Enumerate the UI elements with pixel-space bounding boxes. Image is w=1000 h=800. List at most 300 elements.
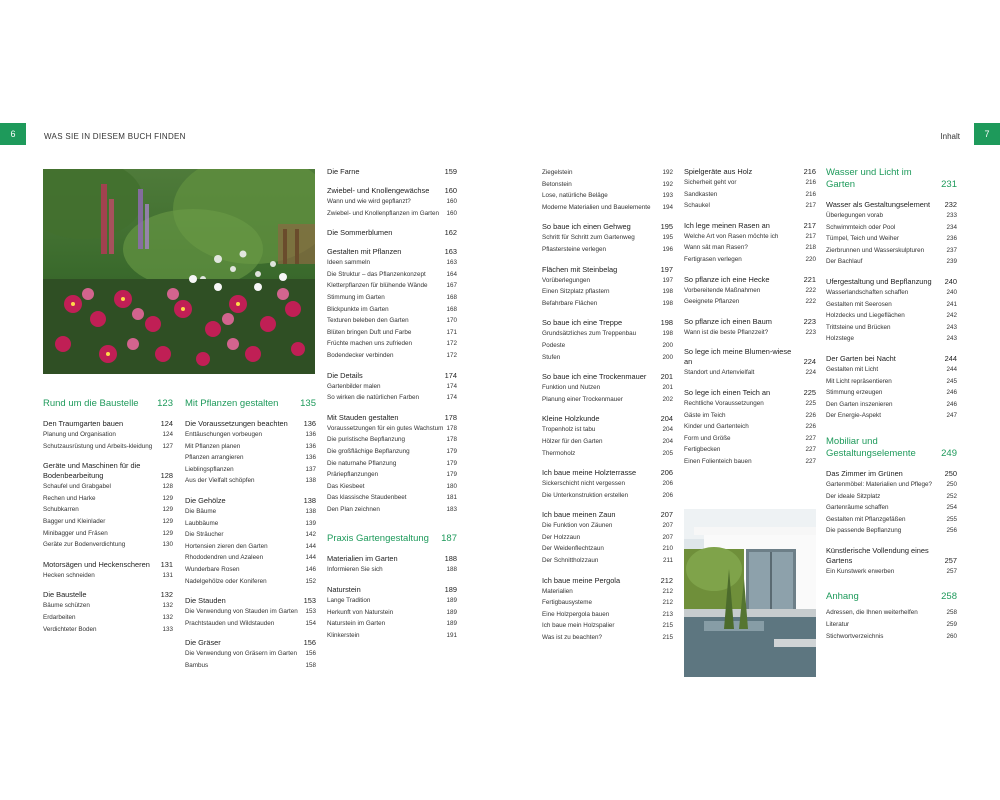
- toc-entry-title: Gestalten mit Pflanzgefäßen: [826, 515, 906, 523]
- toc-page-number: 132: [162, 602, 173, 610]
- toc-page-number: 189: [444, 585, 457, 595]
- toc-entry-title: So lege ich meine Blumen-wiese an: [684, 347, 792, 367]
- toc-page-number: 133: [162, 625, 173, 633]
- toc-entry-title: So baue ich eine Trockenmauer: [542, 372, 647, 382]
- toc-page-number: 198: [660, 318, 673, 328]
- toc-page-number: 131: [162, 571, 173, 579]
- toc-page-number: 206: [660, 468, 673, 478]
- toc-item: [43, 441, 173, 453]
- toc-page-number: 180: [446, 482, 457, 490]
- toc-entry-title: Bäume schützen: [43, 602, 90, 610]
- toc-entry-title: Fertigbausysteme: [542, 599, 593, 607]
- toc-item: [826, 631, 957, 643]
- toc-page-number: 172: [446, 351, 457, 359]
- toc-page-number: 160: [444, 186, 457, 195]
- toc-section-heading: [826, 167, 957, 191]
- toc-page-number: 181: [446, 494, 457, 502]
- toc-page-number: 256: [946, 527, 957, 535]
- toc-entry-title: Laubbäume: [185, 519, 219, 527]
- toc-page-number: 188: [444, 554, 457, 564]
- toc-chapter-entry: [542, 576, 673, 586]
- toc-page-number: 249: [941, 447, 957, 459]
- toc-chapter-entry: [684, 275, 816, 285]
- toc-page-number: 207: [660, 510, 673, 520]
- toc-item: [684, 200, 816, 212]
- toc-entry-title: Kleine Holzkunde: [542, 414, 600, 424]
- toc-entry-title: Die großflächige Bepflanzung: [327, 447, 410, 455]
- toc-item: [826, 310, 957, 322]
- toc-chapter-entry: [327, 371, 457, 381]
- toc-entry-title: Früchte machen uns zufrieden: [327, 340, 413, 348]
- toc-page-number: 153: [303, 596, 316, 606]
- toc-item: [542, 382, 673, 394]
- toc-page-number: 196: [662, 245, 673, 253]
- toc-item: [185, 441, 316, 453]
- toc-page-number: 206: [662, 480, 673, 488]
- toc-entry-title: Mit Licht repräsentieren: [826, 377, 892, 385]
- toc-entry-title: Zierbrunnen und Wasserskulpturen: [826, 246, 925, 254]
- toc-item: [826, 619, 957, 631]
- toc-page-number: 138: [305, 507, 316, 515]
- toc-item: [43, 493, 173, 505]
- toc-column-2: [185, 398, 316, 672]
- toc-page-number: 257: [946, 567, 957, 575]
- toc-entry-title: Befahrbare Flächen: [542, 299, 598, 307]
- toc-entry-title: Hölzer für den Garten: [542, 437, 603, 445]
- toc-item: [542, 352, 673, 364]
- toc-item: [684, 456, 816, 468]
- toc-entry-title: Wasserlandschaften schaffen: [826, 288, 909, 296]
- toc-page-number: 239: [946, 258, 957, 266]
- toc-entry-title: Fertigbecken: [684, 446, 721, 454]
- toc-page-number: 171: [446, 328, 457, 336]
- toc-page-number: 250: [944, 468, 957, 478]
- toc-page-number: 226: [805, 411, 816, 419]
- toc-entry-title: Literatur: [826, 621, 850, 629]
- toc-item: [327, 630, 457, 642]
- toc-page-number: 168: [446, 293, 457, 301]
- toc-page-number: 252: [946, 492, 957, 500]
- toc-item: [185, 576, 316, 588]
- toc-chapter-entry: [684, 388, 816, 398]
- toc-chapter-entry: [185, 496, 316, 506]
- toc-chapter-entry: [684, 167, 816, 177]
- toc-item: [43, 504, 173, 516]
- toc-page-number: 124: [162, 431, 173, 438]
- toc-entry-title: Mit Stauden gestalten: [327, 412, 399, 422]
- toc-item: [542, 532, 673, 544]
- toc-chapter-entry: [43, 461, 173, 481]
- toc-page-number: 223: [805, 328, 816, 336]
- toc-page-number: 223: [803, 316, 816, 326]
- toc-chapter-entry: [327, 554, 457, 564]
- toc-item: [327, 458, 457, 470]
- toc-entry-title: Mit Pflanzen gestalten: [185, 398, 279, 409]
- toc-page-number: 212: [662, 587, 673, 595]
- toc-entry-title: Motorsägen und Heckenscheren: [43, 559, 150, 569]
- toc-item: [327, 327, 457, 339]
- toc-page-number: 250: [946, 480, 957, 488]
- toc-page-number: 170: [446, 317, 457, 325]
- toc-chapter-entry: [327, 228, 457, 238]
- toc-chapter-entry: [542, 265, 673, 275]
- toc-entry-title: Informieren Sie sich: [327, 566, 383, 574]
- toc-page-number: 222: [805, 286, 816, 294]
- toc-page-number: 178: [446, 436, 457, 444]
- toc-page-number: 164: [446, 270, 457, 278]
- toc-item: [542, 448, 673, 460]
- toc-item: [826, 491, 957, 503]
- toc-item: [542, 597, 673, 609]
- toc-entry-title: Die Gräser: [185, 638, 221, 648]
- toc-item: [684, 285, 816, 297]
- toc-page-number: 159: [444, 167, 457, 176]
- toc-page-number: 207: [662, 533, 673, 541]
- toc-chapter-entry: [684, 347, 816, 367]
- toc-section-heading: [43, 398, 173, 410]
- toc-chapter-entry: [327, 247, 457, 257]
- toc-item: [542, 609, 673, 621]
- toc-entry-title: Die Verwendung von Gräsern im Garten: [185, 650, 298, 658]
- toc-item: [542, 244, 673, 256]
- toc-page-number: 156: [303, 638, 316, 648]
- toc-page-number: 259: [946, 621, 957, 629]
- toc-chapter-entry: [542, 222, 673, 232]
- toc-entry-title: Sandkasten: [684, 190, 718, 198]
- toc-page-number: 195: [662, 234, 673, 242]
- toc-page-number: 220: [805, 255, 816, 263]
- right-page-number: 7: [974, 123, 1000, 145]
- toc-chapter-entry: [684, 221, 816, 231]
- toc-item: [684, 177, 816, 189]
- toc-chapter-entry: [185, 596, 316, 606]
- toc-page-number: 221: [803, 274, 816, 284]
- toc-item: [327, 607, 457, 619]
- toc-entry-title: Einen Folienteich bauen: [684, 457, 752, 465]
- toc-page-number: 167: [446, 282, 457, 290]
- toc-entry-title: Gartenbilder malen: [327, 382, 381, 390]
- toc-page-number: 192: [662, 169, 673, 176]
- toc-page-number: 243: [946, 335, 957, 343]
- toc-item: [327, 315, 457, 327]
- toc-entry-title: Die Sommerblumen: [327, 228, 393, 238]
- toc-page-number: 212: [662, 599, 673, 607]
- toc-entry-title: Die Gehölze: [185, 495, 226, 505]
- toc-item: [185, 541, 316, 553]
- toc-page-number: 163: [446, 259, 457, 267]
- toc-page-number: 257: [944, 555, 957, 565]
- toc-entry-title: Die Verwendung von Stauden im Garten: [185, 608, 298, 616]
- toc-entry-title: Prachtstauden und Wildstauden: [185, 619, 275, 627]
- toc-page-number: 128: [162, 483, 173, 491]
- toc-item: [826, 525, 957, 537]
- toc-entry-title: Tümpel, Teich und Weiher: [826, 235, 899, 243]
- toc-page-number: 245: [946, 377, 957, 385]
- toc-page-number: 160: [446, 209, 457, 217]
- toc-page-number: 244: [944, 353, 957, 363]
- toc-item: [542, 586, 673, 598]
- toc-entry-title: Die Farne: [327, 167, 360, 176]
- toc-entry-title: Flächen mit Steinbelag: [542, 264, 618, 274]
- toc-entry-title: Stimmung im Garten: [327, 293, 385, 301]
- toc-page-number: 179: [446, 471, 457, 479]
- toc-item: [542, 328, 673, 340]
- toc-section-heading: [185, 398, 316, 410]
- toc-entry-title: So pflanze ich einen Baum: [684, 316, 772, 326]
- toc-item: [327, 434, 457, 446]
- toc-entry-title: Planung einer Trockenmauer: [542, 395, 623, 403]
- left-page-number: 6: [0, 123, 26, 145]
- toc-item: [327, 257, 457, 269]
- toc-item: [826, 387, 957, 399]
- toc-item: [826, 566, 957, 578]
- toc-item: [684, 242, 816, 254]
- toc-item: [327, 492, 457, 504]
- toc-item: [826, 333, 957, 345]
- toc-entry-title: Naturstein im Garten: [327, 620, 386, 628]
- toc-page-number: 207: [662, 522, 673, 530]
- toc-entry-title: Adressen, die Ihnen weiterhelfen: [826, 609, 918, 617]
- toc-page-number: 204: [662, 426, 673, 434]
- toc-page-number: 217: [803, 220, 816, 230]
- toc-entry-title: Schwimmteich oder Pool: [826, 223, 896, 231]
- toc-entry-title: Das klassische Staudenbeet: [327, 494, 407, 502]
- toc-item: [185, 518, 316, 530]
- toc-page-number: 130: [162, 541, 173, 549]
- toc-item: [185, 475, 316, 487]
- toc-entry-title: So lege ich einen Teich an: [684, 387, 771, 397]
- toc-page-number: 174: [446, 394, 457, 402]
- toc-entry-title: Die Voraussetzungen beachten: [185, 419, 288, 428]
- toc-entry-title: Der Energie-Aspekt: [826, 412, 881, 420]
- toc-entry-title: Ideen sammeln: [327, 259, 371, 267]
- toc-item: [327, 469, 457, 481]
- toc-entry-title: Erdarbeiten: [43, 613, 76, 621]
- toc-item: [327, 196, 457, 208]
- toc-item: [185, 452, 316, 464]
- toc-entry-title: Ich baue meinen Zaun: [542, 510, 616, 520]
- toc-entry-title: Anhang: [826, 591, 859, 603]
- toc-entry-title: Rechen und Harke: [43, 494, 96, 502]
- toc-item: [327, 280, 457, 292]
- toc-page-number: 194: [662, 203, 673, 211]
- toc-item: [826, 210, 957, 222]
- toc-item: [327, 595, 457, 607]
- toc-entry-title: Materialien im Garten: [327, 554, 398, 564]
- toc-chapter-entry: [542, 372, 673, 382]
- toc-page-number: 172: [446, 340, 457, 348]
- toc-item: [826, 322, 957, 334]
- toc-chapter-entry: [327, 186, 457, 196]
- toc-page-number: 183: [446, 505, 457, 513]
- toc-chapter-entry: [826, 354, 957, 364]
- modern-house-pond-photo: [684, 509, 816, 677]
- toc-page-number: 197: [660, 264, 673, 274]
- toc-page-number: 200: [662, 341, 673, 349]
- toc-entry-title: Den Garten inszenieren: [826, 400, 893, 408]
- toc-page-number: 260: [946, 632, 957, 640]
- toc-chapter-entry: [826, 277, 957, 287]
- toc-entry-title: Gäste im Teich: [684, 411, 726, 419]
- toc-item: [826, 410, 957, 422]
- toc-page-number: 136: [305, 454, 316, 462]
- toc-entry-title: Gestalten mit Licht: [826, 365, 879, 373]
- toc-entry-title: Voraussetzungen für ein gutes Wachstum: [327, 424, 444, 432]
- toc-chapter-entry: [185, 419, 316, 429]
- toc-entry-title: Rhododendren und Azaleen: [185, 554, 264, 562]
- toc-chapter-entry: [43, 590, 173, 600]
- toc-page-number: 224: [805, 369, 816, 377]
- toc-entry-title: Thermoholz: [542, 449, 576, 457]
- toc-item: [185, 564, 316, 576]
- toc-page-number: 138: [305, 477, 316, 485]
- toc-page-number: 232: [944, 200, 957, 209]
- toc-page-number: 131: [160, 559, 173, 569]
- toc-page-number: 192: [662, 180, 673, 188]
- toc-item: [826, 287, 957, 299]
- toc-entry-title: Wann sät man Rasen?: [684, 244, 748, 252]
- toc-item: [542, 394, 673, 406]
- toc-entry-title: Der Garten bei Nacht: [826, 353, 896, 363]
- toc-item: [185, 429, 316, 441]
- toc-entry-title: So pflanze ich eine Hecke: [684, 274, 770, 284]
- toc-chapter-entry: [185, 638, 316, 648]
- toc-item: [327, 392, 457, 404]
- toc-entry-title: Künstlerische Vollendung eines Gartens: [826, 545, 929, 565]
- toc-item: [684, 327, 816, 339]
- toc-entry-title: Der Bachlauf: [826, 258, 863, 266]
- toc-entry-title: Kinder und Gartenteich: [684, 423, 749, 431]
- toc-entry-title: So baue ich einen Gehweg: [542, 222, 631, 232]
- toc-chapter-entry: [542, 318, 673, 328]
- toc-entry-title: Planung und Organisation: [43, 431, 116, 438]
- toc-page-number: 127: [162, 442, 173, 450]
- toc-entry-title: Der Weidenflechtzaun: [542, 545, 604, 553]
- toc-page-number: 123: [157, 398, 173, 409]
- toc-entry-title: Das Zimmer im Grünen: [826, 468, 903, 478]
- toc-item: [185, 606, 316, 618]
- toc-entry-title: Lieblingspflanzen: [185, 465, 234, 473]
- toc-entry-title: Stichwortverzeichnis: [826, 632, 884, 640]
- toc-entry-title: Schaukel: [684, 202, 710, 210]
- toc-entry-title: Gartenmöbel: Materialien und Pflege?: [826, 480, 933, 488]
- toc-entry-title: Grundsätzliches zum Treppenbau: [542, 330, 637, 338]
- toc-entry-title: Wunderbare Rosen: [185, 565, 240, 573]
- toc-page-number: 216: [805, 190, 816, 198]
- toc-entry-title: Welche Art von Rasen möchte ich: [684, 232, 779, 240]
- toc-entry-title: Holzdecks und Liegeflächen: [826, 312, 905, 320]
- toc-page-number: 201: [660, 372, 673, 382]
- toc-item: [327, 350, 457, 362]
- toc-item: [826, 256, 957, 268]
- toc-page-number: 142: [305, 531, 316, 539]
- toc-entry-title: Die naturnahe Pflanzung: [327, 459, 397, 467]
- toc-item: [327, 381, 457, 393]
- toc-entry-title: Rund um die Baustelle: [43, 398, 139, 409]
- toc-page-number: 168: [446, 305, 457, 313]
- toc-entry-title: Geräte und Maschinen für die Bodenbearbeitung: [43, 461, 141, 481]
- toc-item: [43, 624, 173, 636]
- toc-page-number: 217: [805, 202, 816, 210]
- toc-page-number: 191: [446, 631, 457, 639]
- toc-entry-title: Funktion und Nutzen: [542, 384, 601, 392]
- toc-entry-title: Die Funktion von Zäunen: [542, 522, 613, 530]
- toc-page-number: 198: [662, 299, 673, 307]
- toc-page-number: 135: [300, 398, 316, 409]
- toc-page-number: 224: [803, 357, 816, 367]
- toc-entry-title: Kletterpflanzen für blühende Wände: [327, 282, 428, 290]
- toc-page-number: 136: [305, 431, 316, 438]
- toc-page-number: 216: [803, 167, 816, 176]
- toc-page-number: 200: [662, 353, 673, 361]
- toc-chapter-entry: [542, 468, 673, 478]
- toc-entry-title: Podeste: [542, 341, 566, 349]
- toc-page-number: 156: [305, 650, 316, 658]
- toc-page-number: 198: [662, 330, 673, 338]
- toc-item: [43, 516, 173, 528]
- toc-page-number: 129: [162, 494, 173, 502]
- toc-column-3: [327, 167, 457, 641]
- toc-item: [542, 190, 673, 202]
- toc-page-number: 254: [946, 504, 957, 512]
- toc-item: [542, 275, 673, 287]
- toc-item: [43, 600, 173, 612]
- toc-page-number: 178: [444, 412, 457, 422]
- toc-entry-title: Klinkerstein: [327, 631, 360, 639]
- toc-entry-title: Stimmung erzeugen: [826, 389, 883, 397]
- toc-item: [684, 444, 816, 456]
- toc-entry-title: Herkunft von Naturstein: [327, 608, 394, 616]
- toc-item: [327, 208, 457, 220]
- toc-item: [185, 660, 316, 672]
- toc-item: [684, 231, 816, 243]
- toc-column-1: [43, 398, 173, 635]
- toc-item: [826, 376, 957, 388]
- toc-entry-title: Zwiebel- und Knollenpflanzen im Garten: [327, 209, 440, 217]
- toc-page-number: 179: [446, 447, 457, 455]
- toc-page-number: 234: [946, 223, 957, 231]
- toc-page-number: 188: [446, 566, 457, 574]
- toc-section-heading: [327, 533, 457, 545]
- toc-item: [684, 367, 816, 379]
- toc-entry-title: Stufen: [542, 353, 561, 361]
- toc-page-number: 258: [946, 609, 957, 617]
- toc-entry-title: Ich lege meinen Rasen an: [684, 220, 770, 230]
- toc-entry-title: Rechtliche Voraussetzungen: [684, 399, 764, 407]
- toc-entry-title: Blüten bringen Duft und Farbe: [327, 328, 412, 336]
- toc-item: [684, 398, 816, 410]
- toc-entry-title: Sickerschicht nicht vergessen: [542, 480, 625, 488]
- toc-item: [684, 254, 816, 266]
- toc-item: [542, 436, 673, 448]
- toc-entry-title: Die Details: [327, 370, 363, 380]
- toc-page-number: 129: [162, 506, 173, 514]
- toc-entry-title: Blickpunkte im Garten: [327, 305, 389, 313]
- toc-page-number: 162: [444, 228, 457, 238]
- toc-item: [684, 189, 816, 201]
- toc-chapter-entry: [542, 510, 673, 520]
- toc-item: [327, 269, 457, 281]
- toc-item: [43, 612, 173, 624]
- toc-entry-title: Nadelgehölze oder Koniferen: [185, 577, 267, 585]
- toc-entry-title: Sicherheit geht vor: [684, 179, 737, 186]
- toc-entry-title: Eine Holzpergola bauen: [542, 610, 610, 618]
- toc-page-number: 225: [805, 399, 816, 407]
- toc-item: [327, 504, 457, 516]
- toc-page-number: 216: [805, 179, 816, 186]
- toc-page-number: 212: [660, 575, 673, 585]
- toc-entry-title: Die Stauden: [185, 596, 226, 606]
